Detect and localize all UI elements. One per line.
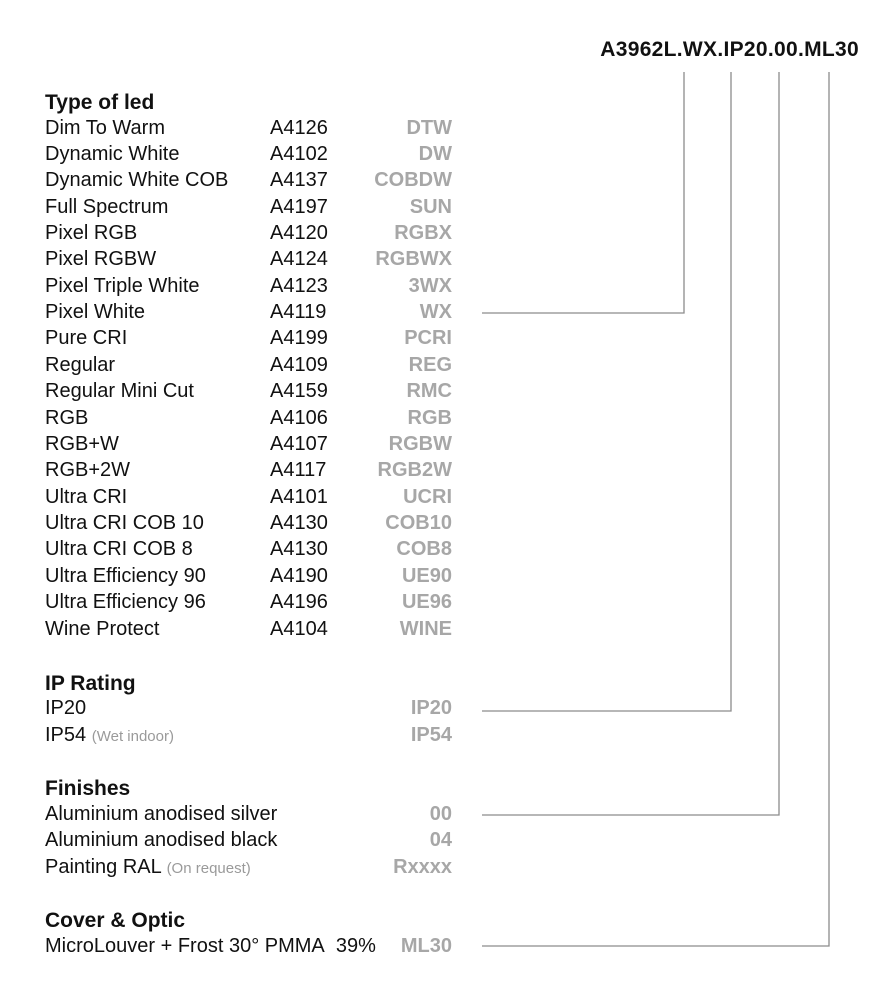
section-title-finishes: Finishes — [45, 777, 131, 800]
section-title-led: Type of led — [45, 91, 155, 114]
led-suffix: UE96 — [401, 591, 452, 613]
led-label: Pure CRI — [45, 327, 128, 349]
led-code: A4130 — [270, 538, 328, 560]
section-title-ip: IP Rating — [45, 672, 136, 695]
ip-note: (Wet indoor) — [91, 728, 174, 745]
led-code: A4126 — [270, 117, 328, 139]
led-code: A4117 — [270, 459, 327, 481]
led-label: RGB+2W — [45, 459, 131, 481]
led-suffix: SUN — [409, 196, 452, 218]
led-suffix: RMC — [406, 380, 452, 402]
led-label: Full Spectrum — [45, 196, 169, 218]
finish-label-text: Painting RAL — [45, 856, 161, 878]
led-suffix: RGB2W — [377, 459, 452, 481]
led-label: Regular Mini Cut — [45, 380, 194, 402]
led-label: Dynamic White — [45, 143, 180, 165]
model-code: A3962L.WX.IP20.00.ML30 — [600, 38, 859, 61]
ip-label-text: IP20 — [45, 697, 87, 719]
finish-suffix: Rxxxx — [393, 856, 452, 878]
led-label: Dynamic White COB — [45, 169, 229, 191]
led-suffix: RGBW — [388, 433, 452, 455]
led-suffix: RGBX — [394, 222, 452, 244]
led-code: A4130 — [270, 512, 328, 534]
led-label: Regular — [45, 354, 116, 376]
led-suffix: RGBWX — [375, 248, 452, 270]
led-label: Wine Protect — [45, 618, 160, 640]
led-suffix: COB8 — [396, 538, 452, 560]
led-code: A4123 — [270, 275, 328, 297]
led-label: RGB — [45, 407, 89, 429]
led-code: A4190 — [270, 565, 328, 587]
finish-suffix: 00 — [429, 803, 452, 825]
led-suffix: REG — [408, 354, 452, 376]
led-code: A4109 — [270, 354, 328, 376]
led-label: Pixel RGBW — [45, 248, 157, 270]
ip-label-text: IP54 — [45, 724, 87, 746]
cover-percent: 39% — [335, 935, 376, 957]
led-suffix: COB10 — [385, 512, 452, 534]
led-label: Pixel Triple White — [45, 275, 200, 297]
led-suffix: UCRI — [403, 486, 452, 508]
led-suffix: DW — [418, 143, 452, 165]
led-code: A4124 — [270, 248, 328, 270]
led-code: A4120 — [270, 222, 328, 244]
led-label: Ultra CRI COB 10 — [45, 512, 204, 534]
led-label: Pixel RGB — [45, 222, 138, 244]
led-code: A4102 — [270, 143, 328, 165]
led-suffix: RGB — [407, 407, 452, 429]
section-title-cover: Cover & Optic — [45, 909, 186, 932]
led-suffix: DTW — [406, 117, 452, 139]
finish-suffix: 04 — [429, 829, 452, 851]
led-suffix: UE90 — [401, 565, 452, 587]
led-label: RGB+W — [45, 433, 119, 455]
cover-suffix: ML30 — [400, 935, 452, 957]
connector-finish — [482, 72, 779, 815]
led-suffix: 3WX — [408, 275, 452, 297]
led-code: A4107 — [270, 433, 328, 455]
led-label: Ultra Efficiency 96 — [45, 591, 206, 613]
led-code: A4119 — [270, 301, 327, 323]
ip-suffix: IP54 — [410, 724, 452, 746]
led-code: A4197 — [270, 196, 328, 218]
connector-led — [482, 72, 684, 313]
finish-label-text: Aluminium anodised black — [45, 829, 278, 851]
led-label: Ultra CRI — [45, 486, 128, 508]
led-label: Ultra CRI COB 8 — [45, 538, 193, 560]
led-label: Dim To Warm — [45, 117, 165, 139]
led-code: A4104 — [270, 618, 328, 640]
ip-suffix: IP20 — [410, 697, 452, 719]
cover-label-text: MicroLouver + Frost 30° PMMA — [45, 935, 325, 957]
led-code: A4106 — [270, 407, 328, 429]
finish-label-text: Aluminium anodised silver — [45, 803, 278, 825]
led-code: A4159 — [270, 380, 328, 402]
led-code: A4101 — [270, 486, 328, 508]
led-suffix: WX — [419, 301, 452, 323]
finish-note: (On request) — [166, 860, 251, 877]
led-label: Ultra Efficiency 90 — [45, 565, 206, 587]
led-code: A4137 — [270, 169, 328, 191]
connector-ip — [482, 72, 731, 711]
led-code: A4196 — [270, 591, 328, 613]
led-suffix: PCRI — [404, 327, 452, 349]
led-suffix: COBDW — [374, 169, 452, 191]
led-code: A4199 — [270, 327, 328, 349]
led-suffix: WINE — [399, 618, 452, 640]
led-label: Pixel White — [45, 301, 146, 323]
